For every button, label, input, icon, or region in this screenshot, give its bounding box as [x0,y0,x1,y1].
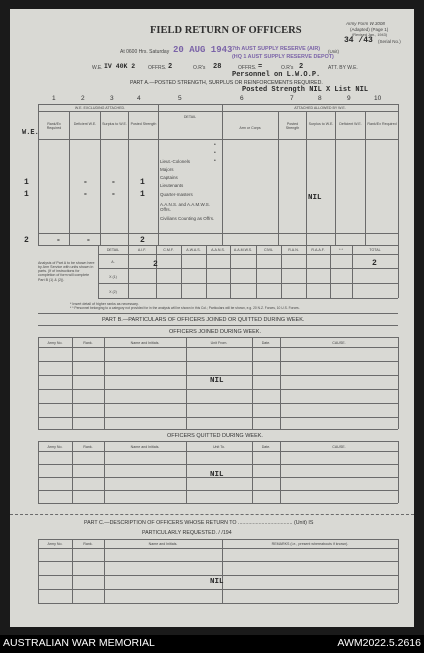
header-rank-required: Rank/Ex Required [46,122,62,131]
quitted-col-line [252,441,253,503]
analysis-header-detail: DETAIL [106,248,120,252]
joined-col-line [398,337,399,429]
capt-posted: 1 [140,178,145,187]
col-number-2: 2 [81,95,85,102]
joined-header-rule [38,347,398,348]
header-surplus-att: Surplus to W.E. [308,122,334,126]
serial-value: 34 /43 [344,36,373,45]
we-value: IV 40K 2 [104,63,136,70]
quitted-header-cause: CAUSE. [332,445,346,449]
unit-stamp-1: 7th AUST SUPPLY RESERVE (AIR) [232,46,321,52]
analysis-header-awas: A.W.A.S. [186,248,201,252]
header-deficient: Deficient W.E. [73,122,97,126]
at-hrs-label: At 0600 Hrs. Saturday [120,49,170,55]
analysis-header-raaf: R.A.A.F. [311,248,325,252]
quitted-header-date: Date. [261,445,271,449]
ors2-value: 2 [299,63,304,71]
analysis-col-line [156,245,157,298]
footer-accession-number: AWM2022.5.2616 [337,637,421,649]
col-number-6: 6 [240,95,244,102]
part-c-nil: NIL [210,578,224,586]
quitted-title: OFFICERS QUITTED DURING WEEK. [167,433,263,439]
quitted-header-rank: Rank. [83,445,93,449]
quitted-col-line [186,441,187,503]
joined-col-line [72,337,73,429]
part-c-header-army-no: Army No. [47,542,63,546]
form-title: FIELD RETURN OF OFFICERS [150,25,302,36]
quitted-col-line [38,441,39,503]
part-a-col-line [69,111,70,245]
joined-header-unit-from: Unit From. [210,341,228,345]
analysis-header-aif: A.I.F. [137,248,147,252]
capt-rank-required: 1 [24,178,29,187]
we-label: W.E. [92,65,103,71]
footer-institution: AUSTRALIAN WAR MEMORIAL [3,637,155,649]
lieut-deficient: - [83,190,88,199]
joined-col-line [186,337,187,429]
header-posted-strength-att: Posted Strength [285,122,300,131]
part-c-header-name: Name and Initials. [148,542,178,546]
analysis-row-x1: X (1) [109,275,117,279]
form-number-3: (Revised Jan., 1943) [352,33,388,37]
joined-col-line [104,337,105,429]
part-a-title: PART A.—POSTED STRENGTH, SURPLUS OR REINFORCEMENTS REQUIRED. [130,80,323,86]
analysis-header-total: TOTAL [369,248,381,252]
analysis-col-line [256,245,257,298]
joined-title-rule [38,337,398,338]
analysis-header-other: * * [339,248,343,252]
rank-lt-colonels: Lieut.-Colonels [160,159,191,164]
capt-deficient: - [83,178,88,187]
ors-label: O.R's [193,65,206,71]
joined-header-rank: Rank. [83,341,93,345]
posted-note: Posted Strength NIL X List NIL [242,86,369,94]
date-stamp: 20 AUG 1943 [173,45,233,55]
part-c-top [10,514,414,515]
joined-row-rule [38,361,398,362]
quitted-bottom [38,503,398,504]
archive-footer [0,635,424,653]
quitted-col-line [280,441,281,503]
analysis-note-2: * * Personnel belonging to a category not provided for in the analysis will be shown in this Col.; Particulars will be shown, e.g. 20 N.Z. Forces, 10 U.S. Forces. [70,306,300,310]
analysis-col-line [181,245,182,298]
rank-markers: • • • [214,142,216,164]
analysis-total-value: 2 [372,259,377,268]
rank-aans-offrs: A.A.N.S. and A.A.M.W.S. Offrs. [160,202,211,213]
analysis-col-line [330,245,331,298]
quitted-row-rule [38,464,398,465]
form-page [10,9,414,627]
joined-header-cause: CAUSE. [332,341,346,345]
part-a-col-line [128,111,129,245]
joined-row-rule [38,403,398,404]
quitted-col-line [72,441,73,503]
rank-majors: Majors [160,167,174,172]
part-b-title: PART B.—PARTICULARS OF OFFICERS JOINED OR QUITTED DURING WEEK. [102,317,305,323]
serial-label: (Serial No.) [378,39,401,44]
analysis-header-civil: CIVIL [264,248,273,252]
part-a-col-line [335,111,336,245]
analysis-row-a: A. [111,260,115,264]
col-number-3: 3 [110,95,114,102]
analysis-row-rule [98,268,398,269]
analysis-header-aans: A.A.N.S. [211,248,225,252]
analysis-aif-value: 2 [153,260,158,269]
part-a-col-line [306,111,307,245]
part-a-col-line [158,104,159,245]
part-a-col-line [398,104,399,245]
joined-row-rule [38,375,398,376]
rank-lieutenants: Lieutenants [160,183,184,188]
analysis-col-line [206,245,207,298]
form-number-2: (Adapted) (Page 1) [350,27,389,32]
part-c-row-rule [38,561,398,562]
part-a-nil: NIL [308,194,322,202]
part-a-col-line [278,111,279,245]
part-b-rule [38,325,398,326]
part-c-col-line [104,539,105,603]
part-a-top-rule [38,104,398,105]
part-b-top [38,313,398,314]
lieut-surplus: - [111,190,116,199]
quitted-header-name: Name and Initials. [130,445,160,449]
rank-captains: Captains [160,175,178,180]
part-c-col-line [72,539,73,603]
total-deficient: - [56,236,61,245]
header-detail: DETAIL [183,115,197,119]
part-a-col-line [365,111,366,245]
offrs2-value: = [258,63,263,71]
analysis-col-line [306,245,307,298]
part-c-bottom [38,603,398,604]
analysis-label: Analysis of Part A to be shown here by Arm Service with units shown in parts. (If of instructions for completion of form will complete Part B (1) & (2)). [38,261,95,282]
col-number-5: 5 [178,95,182,102]
joined-header-name: Name and Initials. [130,341,160,345]
joined-col-line [252,337,253,429]
analysis-col-line [128,245,129,298]
part-a-col-line [222,104,223,245]
capt-surplus: - [111,178,116,187]
analysis-col-line [398,245,399,298]
joined-nil: NIL [210,377,224,385]
header-surplus: Surplus to W.E. [102,122,127,126]
ors2-label: O.R's [281,65,294,71]
att-label: ATT. BY W.E. [328,65,358,71]
joined-title: OFFICERS JOINED DURING WEEK. [169,329,261,335]
analysis-top [98,245,398,246]
personnel-note: Personnel on L.W.O.P. [232,71,321,79]
part-c-title-2: PARTICULARLY REQUESTED. / /194 [142,530,232,536]
joined-header-date: Date. [261,341,271,345]
total-posted: 2 [140,236,145,245]
offrs-label: OFFRS. [148,65,167,71]
part-c-row-rule [38,575,398,576]
part-a-subheader-rule [38,139,398,140]
rank-quartermasters: Quarter-masters [160,192,193,197]
offrs-value: 2 [168,63,173,71]
part-c-header-top [38,539,398,540]
lieut-posted: 1 [140,190,145,199]
quitted-title-rule [38,441,398,442]
header-rank-required-att: Rank/Ex Required [367,122,397,126]
group-we-header: W.E. EXCLUDING ATTACHED. [74,106,126,110]
part-c-header-remarks: REMARKS (i.e., present whereabouts if known). [271,542,349,546]
part-c-col-line [38,539,39,603]
header-deficient-att: Deficient W.E. [339,122,362,126]
total-rank-required: 2 [24,236,29,245]
header-posted-strength: Posted Strength [130,122,157,126]
quitted-header-unit-to: Unit To. [212,445,226,449]
part-c-row-rule [38,589,398,590]
analysis-header-aamws: A.A.M.W.S. [233,248,253,252]
part-c-header-rank: Rank. [83,542,93,546]
analysis-row-x2: X (2) [109,290,117,294]
quitted-header-rule [38,451,398,452]
col-number-7: 7 [290,95,294,102]
ors-value: 28 [213,63,222,71]
col-number-9: 9 [347,95,351,102]
analysis-note-1: * Insert detail of higher ranks as necessary. [70,302,139,306]
quitted-nil: NIL [210,471,224,479]
analysis-header-ran: R.A.N. [288,248,299,252]
group-attached-header: ATTACHED ALLOWED BY W.E. [294,106,346,110]
col-number-1: 1 [52,95,56,102]
we-handwritten: W.E. [22,129,39,137]
form-number-1: Army Form W.3008 [346,21,385,26]
analysis-bottom [98,298,398,299]
part-a-col-line [38,104,39,245]
part-c-col-line [398,539,399,603]
part-c-header-rule [38,548,398,549]
joined-header-army-no: Army No. [47,341,63,345]
quitted-row-rule [38,490,398,491]
joined-col-line [38,337,39,429]
joined-row-rule [38,417,398,418]
offrs2-label: OFFRS. [238,65,257,71]
part-a-body-bottom [38,233,398,234]
analysis-col-line [352,245,353,298]
joined-bottom [38,429,398,430]
col-number-4: 4 [137,95,141,102]
part-a-col-line [100,111,101,245]
unit-label: (Unit) [328,49,339,54]
joined-col-line [280,337,281,429]
analysis-header-cmf: C.M.F. [163,248,174,252]
analysis-row-rule [98,283,398,284]
quitted-header-army-no: Army No. [47,445,63,449]
col-number-10: 10 [374,95,382,102]
analysis-col-line [281,245,282,298]
unit-stamp-2: (HQ 1 AUST SUPPLY RESERVE DEPOT) [232,54,334,60]
joined-row-rule [38,389,398,390]
quitted-col-line [398,441,399,503]
total-surplus: - [86,236,91,245]
lieut-rank-required: 1 [24,190,29,199]
analysis-header-rule [98,254,398,255]
quitted-col-line [104,441,105,503]
header-arm-corps: Arm or Corps [239,126,261,130]
part-a-header-rule [38,111,398,112]
part-c-title: PART C.—DESCRIPTION OF OFFICERS WHOSE RETURN TO ..................................... (Unit) IS [84,520,314,526]
rank-civilians: Civilians Counting as Offrs. [160,216,215,221]
col-number-8: 8 [318,95,322,102]
part-c-col-line [222,539,223,603]
analysis-col-line [230,245,231,298]
